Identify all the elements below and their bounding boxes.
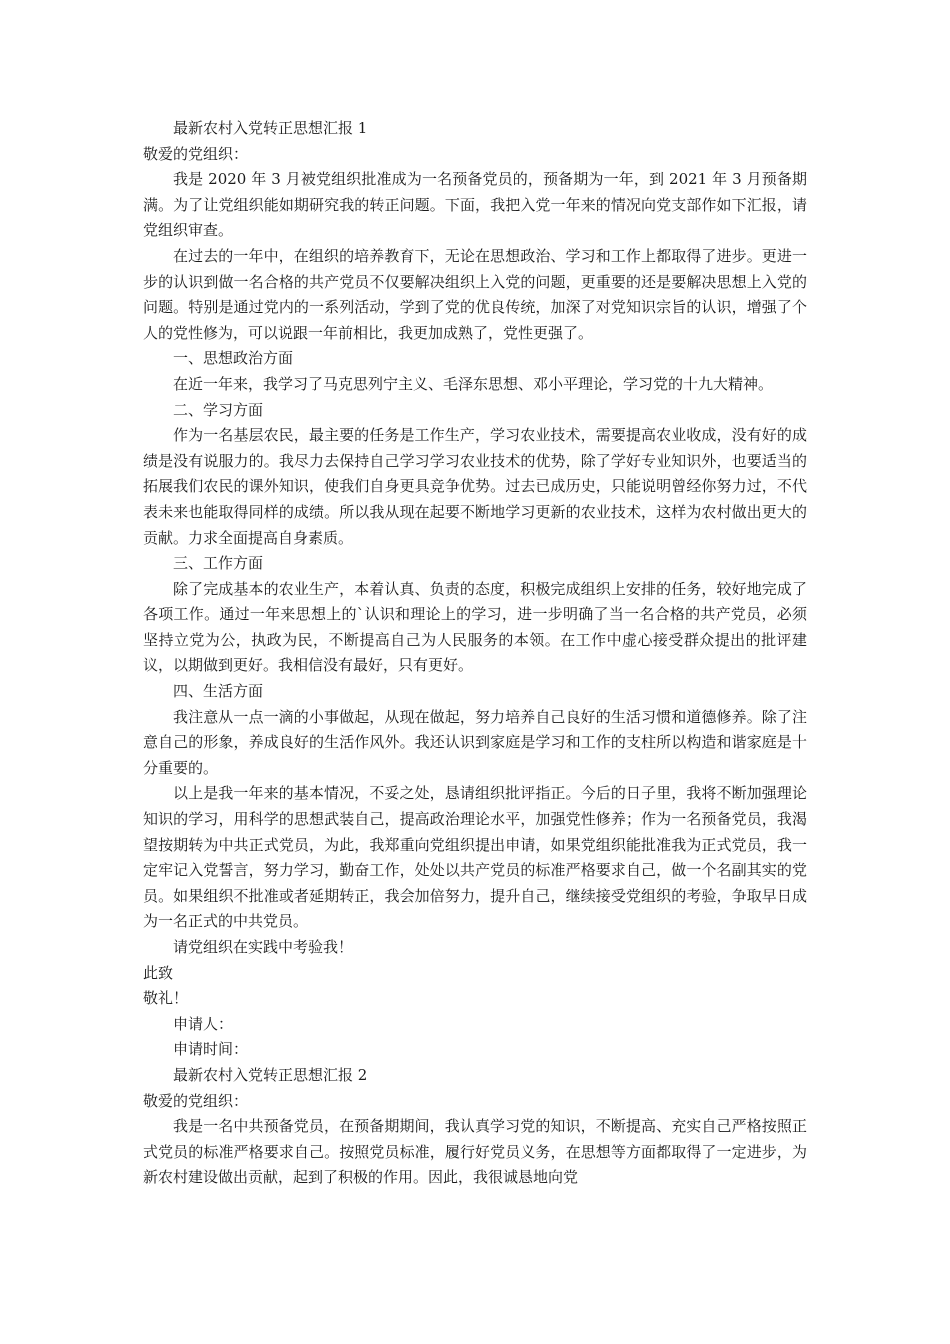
doc1-paragraph-6: 我注意从一点一滴的小事做起，从现在做起，努力培养自己良好的生活习惯和道德修养。除了注意自己的形象，养成良好的生活作风外。我还认识到家庭是学习和工作的支柱所以构造和谐家庭是十分重要的。 (143, 707, 807, 777)
doc1-paragraph-5: 除了完成基本的农业生产，本着认真、负责的态度，积极完成组织上安排的任务，较好地完成了各项工作。通过一年来思想上的`认识和理论上的学习，进一步明确了当一名合格的共产党员，必须坚持立党为公，执政为民，不断提高自己为人民服务的本领。在工作中虚心接受群众提出的批评建议，以期做到更好。我相信没有最好，只有更好。 (143, 579, 807, 675)
doc1-paragraph-8: 请党组织在实践中考验我！ (173, 938, 354, 956)
doc1-paragraph-3: 在近一年来，我学习了马克思列宁主义、毛泽东思想、邓小平理论，学习党的十九大精神。 (173, 374, 774, 393)
doc1-closing-1: 此致 (143, 963, 174, 982)
doc1-salutation: 敬爱的党组织： (143, 144, 249, 163)
doc1-paragraph-1: 我是 2020 年 3 月被党组织批准成为一名预备党员的，预备期为一年，到 2021 年 3 月预备期满。为了让党组织能如期研究我的转正问题。下面，我把入党一年来的情况向党支部作如下汇报，请党组织审查。 (143, 170, 807, 240)
doc1-date: 申请时间： (173, 1040, 249, 1059)
doc1-heading-politics: 一、思想政治方面 (173, 349, 294, 368)
doc1-title: 最新农村入党转正思想汇报 1 (173, 119, 368, 137)
doc1-applicant: 申请人： (173, 1014, 234, 1033)
doc1-closing-2: 敬礼！ (143, 989, 189, 1008)
doc1-paragraph-7: 以上是我一年来的基本情况，不妥之处，恳请组织批评指正。今后的日子里，我将不断加强理论知识的学习，用科学的思想武装自己，提高政治理论水平，加强党性修养；作为一名预备党员，我渴望按期转为中共正式党员，为此，我郑重向党组织提出申请，如果党组织能批准我为正式党员，我一定牢记入党誓言，努力学习，勤奋工作，处处以共产党员的标准严格要求自己，做一个名副其实的党员。如果组织不批准或者延期转正，我会加倍努力，提升自己，继续接受党组织的考验，争取早日成为一名正式的中共党员。 (143, 784, 807, 931)
doc1-paragraph-2: 在过去的一年中，在组织的培养教育下，无论在思想政治、学习和工作上都取得了进步。更进一步的认识到做一名合格的共产党员不仅要解决组织上入党的问题，更重要的还是要解决思想上入党的问题。特别是通过党内的一系列活动，学到了党的优良传统，加深了对党知识宗旨的认识，增强了个人的党性修为，可以说跟一年前相比，我更加成熟了，党性更强了。 (143, 246, 807, 342)
doc1-heading-life: 四、生活方面 (173, 682, 264, 701)
doc2-paragraph-1: 我是一名中共预备党员，在预备期期间，我认真学习党的知识，不断提高、充实自己严格按照正式党员的标准严格要求自己。按照党员标准，履行好党员义务，在思想等方面都取得了一定进步，为新农村建设做出贡献，起到了积极的作用。因此，我很诚恳地向党 (143, 1117, 807, 1187)
doc2-salutation: 敬爱的党组织： (143, 1091, 249, 1110)
doc1-heading-study: 二、学习方面 (173, 400, 264, 419)
doc1-heading-work: 三、工作方面 (173, 554, 264, 573)
doc2-title: 最新农村入党转正思想汇报 2 (173, 1065, 368, 1084)
doc1-paragraph-4: 作为一名基层农民，最主要的任务是工作生产，学习农业技术，需要提高农业收成，没有好的成绩是没有说服力的。我尽力去保持自己学习学习农业技术的优势，除了学好专业知识外，也要适当的拓展我们农民的课外知识，使我们自身更具竞争优势。过去已成历史，只能说明曾经你努力过，不代表未来也能取得同样的成绩。所以我从现在起要不断地学习更新的农业技术，这样为农村做出更大的贡献。力求全面提高自身素质。 (143, 426, 807, 547)
